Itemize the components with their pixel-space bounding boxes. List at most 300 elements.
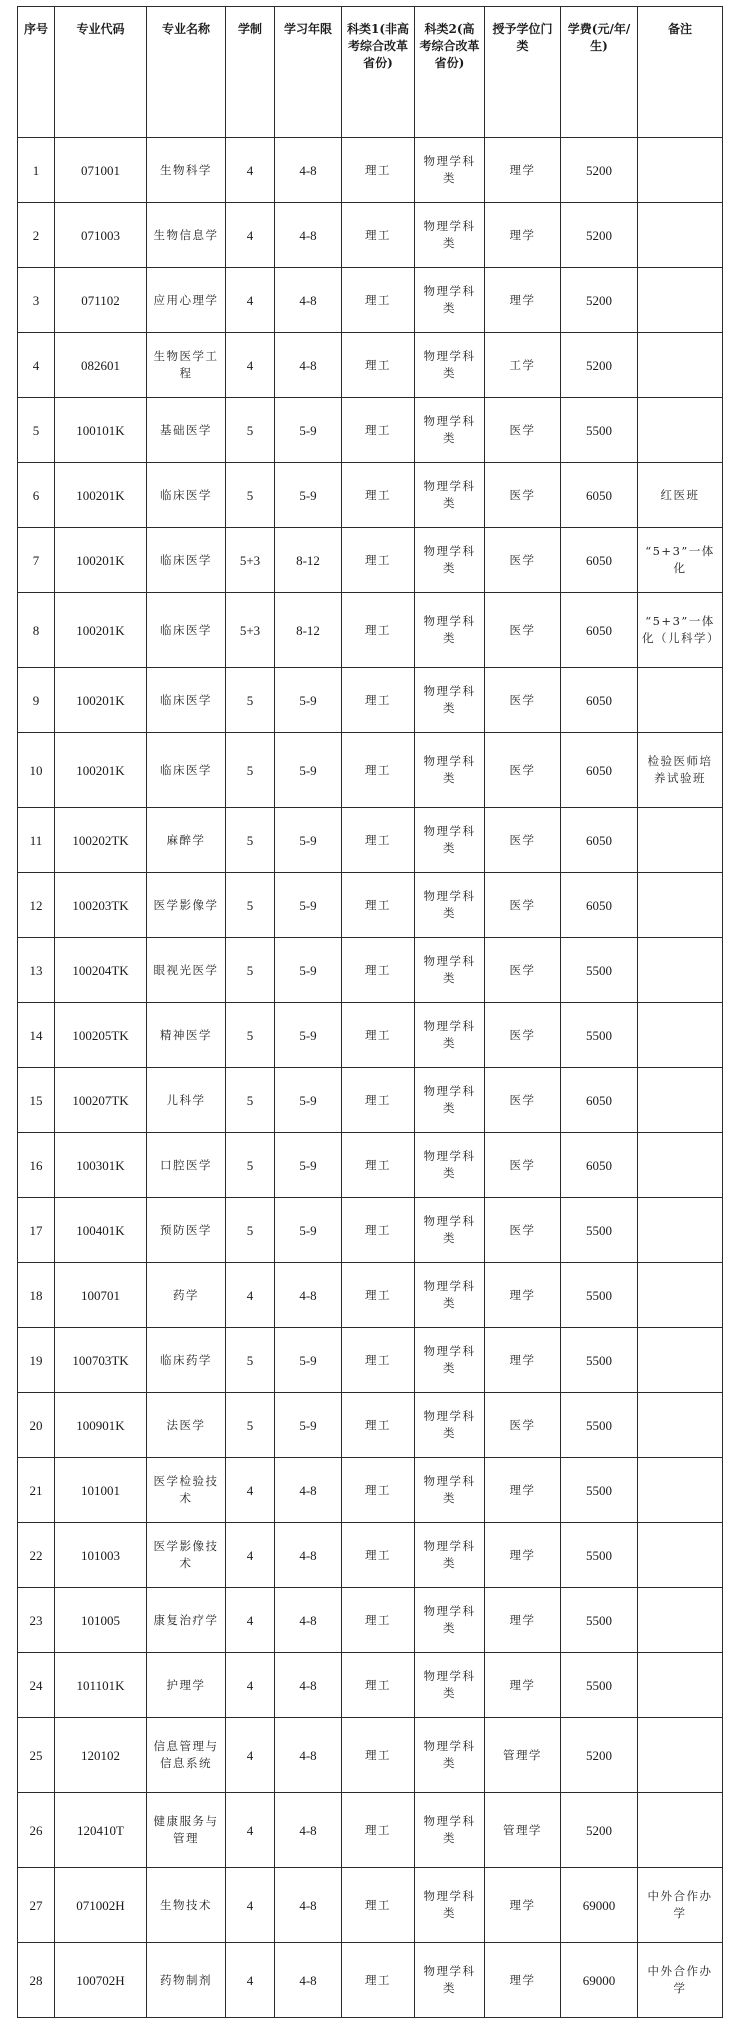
cell-index: 18 (18, 1263, 55, 1328)
cell-code: 101001 (55, 1458, 147, 1523)
cell-category-2: 物理学科类 (415, 1718, 485, 1793)
cell-major-name: 医学检验技术 (147, 1458, 226, 1523)
cell-index: 28 (18, 1943, 55, 2018)
cell-code: 100201K (55, 593, 147, 668)
cell-category-2: 物理学科类 (415, 268, 485, 333)
cell-category-2: 物理学科类 (415, 733, 485, 808)
cell-study-years: 5-9 (275, 1133, 342, 1198)
cell-duration: 5 (226, 1133, 275, 1198)
cell-study-years: 4-8 (275, 1793, 342, 1868)
cell-category-1: 理工 (342, 1523, 415, 1588)
cell-study-years: 5-9 (275, 1393, 342, 1458)
cell-index: 12 (18, 873, 55, 938)
cell-major-name: 健康服务与管理 (147, 1793, 226, 1868)
table-body (18, 138, 723, 2018)
table-row (18, 1393, 723, 1458)
cell-index: 27 (18, 1868, 55, 1943)
cell-study-years: 4-8 (275, 1263, 342, 1328)
cell-code: 100203TK (55, 873, 147, 938)
cell-study-years: 4-8 (275, 1523, 342, 1588)
cell-category-1: 理工 (342, 733, 415, 808)
cell-index: 3 (18, 268, 55, 333)
cell-major-name: 基础医学 (147, 398, 226, 463)
cell-study-years: 4-8 (275, 333, 342, 398)
col-header-category-1: 科类1(非高考综合改革省份) (342, 7, 415, 138)
cell-index: 8 (18, 593, 55, 668)
cell-duration: 4 (226, 138, 275, 203)
cell-category-2: 物理学科类 (415, 398, 485, 463)
cell-remarks (638, 1393, 723, 1458)
cell-study-years: 5-9 (275, 808, 342, 873)
cell-code: 071003 (55, 203, 147, 268)
cell-major-name: 康复治疗学 (147, 1588, 226, 1653)
cell-study-years: 5-9 (275, 938, 342, 1003)
cell-category-2: 物理学科类 (415, 1133, 485, 1198)
cell-category-2: 物理学科类 (415, 463, 485, 528)
cell-tuition: 5200 (561, 138, 638, 203)
table-row (18, 1458, 723, 1523)
cell-tuition: 69000 (561, 1943, 638, 2018)
cell-tuition: 5500 (561, 1198, 638, 1263)
cell-degree: 医学 (485, 808, 561, 873)
cell-index: 20 (18, 1393, 55, 1458)
table-row (18, 1718, 723, 1793)
cell-category-2: 物理学科类 (415, 1523, 485, 1588)
cell-category-2: 物理学科类 (415, 1003, 485, 1068)
cell-major-name: 临床医学 (147, 528, 226, 593)
cell-category-2: 物理学科类 (415, 203, 485, 268)
cell-category-2: 物理学科类 (415, 668, 485, 733)
cell-category-1: 理工 (342, 203, 415, 268)
table-row (18, 138, 723, 203)
cell-index: 24 (18, 1653, 55, 1718)
cell-remarks (638, 203, 723, 268)
cell-category-1: 理工 (342, 668, 415, 733)
cell-category-1: 理工 (342, 1003, 415, 1068)
cell-study-years: 5-9 (275, 873, 342, 938)
cell-tuition: 5500 (561, 1003, 638, 1068)
cell-study-years: 8-12 (275, 593, 342, 668)
table-row (18, 268, 723, 333)
cell-duration: 5+3 (226, 528, 275, 593)
cell-remarks (638, 1328, 723, 1393)
table-row (18, 668, 723, 733)
cell-tuition: 5500 (561, 938, 638, 1003)
cell-category-1: 理工 (342, 1393, 415, 1458)
cell-duration: 5 (226, 733, 275, 808)
cell-remarks: 中外合作办学 (638, 1868, 723, 1943)
cell-degree: 理学 (485, 1263, 561, 1328)
cell-duration: 4 (226, 1868, 275, 1943)
cell-tuition: 5500 (561, 1653, 638, 1718)
cell-duration: 5 (226, 1393, 275, 1458)
cell-category-1: 理工 (342, 528, 415, 593)
cell-index: 13 (18, 938, 55, 1003)
cell-tuition: 6050 (561, 1133, 638, 1198)
cell-major-name: 眼视光医学 (147, 938, 226, 1003)
col-header-remarks: 备注 (638, 7, 723, 138)
col-header-study-years: 学习年限 (275, 7, 342, 138)
table-header-row (18, 7, 723, 138)
cell-remarks: 检验医师培养试验班 (638, 733, 723, 808)
table-row (18, 1793, 723, 1868)
cell-degree: 医学 (485, 398, 561, 463)
cell-study-years: 4-8 (275, 1653, 342, 1718)
col-header-duration: 学制 (226, 7, 275, 138)
cell-major-name: 临床医学 (147, 668, 226, 733)
cell-study-years: 4-8 (275, 1458, 342, 1523)
cell-remarks: “5+3”一体化 (638, 528, 723, 593)
cell-tuition: 6050 (561, 733, 638, 808)
cell-category-2: 物理学科类 (415, 1263, 485, 1328)
cell-code: 101101K (55, 1653, 147, 1718)
cell-degree: 工学 (485, 333, 561, 398)
cell-remarks (638, 1588, 723, 1653)
cell-major-name: 药学 (147, 1263, 226, 1328)
cell-study-years: 4-8 (275, 138, 342, 203)
cell-duration: 5 (226, 1198, 275, 1263)
cell-remarks (638, 1718, 723, 1793)
cell-study-years: 4-8 (275, 1868, 342, 1943)
table-row (18, 593, 723, 668)
cell-remarks: 中外合作办学 (638, 1943, 723, 2018)
cell-degree: 医学 (485, 593, 561, 668)
cell-index: 14 (18, 1003, 55, 1068)
table-row (18, 1328, 723, 1393)
cell-duration: 4 (226, 1458, 275, 1523)
cell-tuition: 6050 (561, 668, 638, 733)
cell-code: 100204TK (55, 938, 147, 1003)
cell-study-years: 5-9 (275, 668, 342, 733)
col-header-tuition: 学费(元/年/生) (561, 7, 638, 138)
cell-tuition: 5200 (561, 1718, 638, 1793)
cell-major-name: 临床医学 (147, 593, 226, 668)
table-row (18, 1653, 723, 1718)
cell-remarks (638, 333, 723, 398)
table-row (18, 463, 723, 528)
enrollment-table (17, 6, 723, 2018)
cell-tuition: 69000 (561, 1868, 638, 1943)
table-row (18, 1198, 723, 1263)
cell-study-years: 4-8 (275, 1588, 342, 1653)
cell-study-years: 5-9 (275, 733, 342, 808)
cell-code: 100205TK (55, 1003, 147, 1068)
cell-category-2: 物理学科类 (415, 1943, 485, 2018)
table-row (18, 938, 723, 1003)
cell-tuition: 5500 (561, 1393, 638, 1458)
cell-remarks: “5+3”一体化（儿科学） (638, 593, 723, 668)
cell-code: 100201K (55, 668, 147, 733)
table-row (18, 808, 723, 873)
cell-category-2: 物理学科类 (415, 1328, 485, 1393)
table-row (18, 528, 723, 593)
cell-remarks (638, 268, 723, 333)
cell-tuition: 5200 (561, 333, 638, 398)
cell-index: 16 (18, 1133, 55, 1198)
cell-tuition: 5500 (561, 398, 638, 463)
cell-major-name: 临床医学 (147, 463, 226, 528)
table-row (18, 873, 723, 938)
cell-category-1: 理工 (342, 938, 415, 1003)
cell-duration: 5 (226, 873, 275, 938)
cell-category-1: 理工 (342, 463, 415, 528)
cell-remarks (638, 938, 723, 1003)
cell-degree: 医学 (485, 1068, 561, 1133)
cell-category-1: 理工 (342, 873, 415, 938)
cell-duration: 4 (226, 268, 275, 333)
cell-major-name: 预防医学 (147, 1198, 226, 1263)
cell-index: 19 (18, 1328, 55, 1393)
cell-degree: 医学 (485, 1133, 561, 1198)
cell-category-2: 物理学科类 (415, 1588, 485, 1653)
cell-index: 17 (18, 1198, 55, 1263)
table-row (18, 1003, 723, 1068)
cell-degree: 理学 (485, 1868, 561, 1943)
cell-study-years: 4-8 (275, 268, 342, 333)
cell-degree: 医学 (485, 938, 561, 1003)
cell-tuition: 6050 (561, 593, 638, 668)
cell-code: 120410T (55, 1793, 147, 1868)
cell-category-1: 理工 (342, 1943, 415, 2018)
cell-category-2: 物理学科类 (415, 1458, 485, 1523)
cell-duration: 4 (226, 1523, 275, 1588)
table-row (18, 1588, 723, 1653)
cell-code: 120102 (55, 1718, 147, 1793)
cell-duration: 5 (226, 463, 275, 528)
cell-duration: 4 (226, 1263, 275, 1328)
cell-category-2: 物理学科类 (415, 1793, 485, 1868)
cell-major-name: 信息管理与信息系统 (147, 1718, 226, 1793)
cell-index: 26 (18, 1793, 55, 1868)
cell-category-1: 理工 (342, 138, 415, 203)
cell-code: 100401K (55, 1198, 147, 1263)
table-row (18, 1523, 723, 1588)
cell-category-1: 理工 (342, 593, 415, 668)
cell-index: 23 (18, 1588, 55, 1653)
cell-category-1: 理工 (342, 1588, 415, 1653)
cell-duration: 4 (226, 203, 275, 268)
cell-category-2: 物理学科类 (415, 1868, 485, 1943)
table-row (18, 1263, 723, 1328)
cell-index: 6 (18, 463, 55, 528)
cell-tuition: 5500 (561, 1263, 638, 1328)
cell-code: 101003 (55, 1523, 147, 1588)
cell-remarks (638, 1003, 723, 1068)
cell-degree: 医学 (485, 463, 561, 528)
cell-remarks (638, 808, 723, 873)
cell-major-name: 儿科学 (147, 1068, 226, 1133)
cell-category-1: 理工 (342, 1133, 415, 1198)
col-header-degree: 授予学位门类 (485, 7, 561, 138)
cell-major-name: 护理学 (147, 1653, 226, 1718)
cell-category-1: 理工 (342, 1793, 415, 1868)
cell-major-name: 法医学 (147, 1393, 226, 1458)
cell-study-years: 4-8 (275, 1943, 342, 2018)
cell-tuition: 5500 (561, 1328, 638, 1393)
cell-major-name: 生物医学工程 (147, 333, 226, 398)
cell-remarks (638, 1793, 723, 1868)
cell-duration: 4 (226, 1793, 275, 1868)
cell-major-name: 生物信息学 (147, 203, 226, 268)
cell-duration: 5 (226, 1068, 275, 1133)
cell-index: 2 (18, 203, 55, 268)
cell-index: 10 (18, 733, 55, 808)
cell-remarks (638, 873, 723, 938)
cell-code: 101005 (55, 1588, 147, 1653)
cell-category-1: 理工 (342, 1198, 415, 1263)
table-row (18, 1133, 723, 1198)
cell-tuition: 5500 (561, 1458, 638, 1523)
cell-index: 22 (18, 1523, 55, 1588)
cell-remarks: 红医班 (638, 463, 723, 528)
cell-study-years: 5-9 (275, 463, 342, 528)
cell-degree: 理学 (485, 1943, 561, 2018)
cell-code: 100901K (55, 1393, 147, 1458)
cell-category-1: 理工 (342, 333, 415, 398)
cell-remarks (638, 138, 723, 203)
cell-remarks (638, 1523, 723, 1588)
cell-study-years: 4-8 (275, 203, 342, 268)
table-row (18, 1943, 723, 2018)
cell-index: 25 (18, 1718, 55, 1793)
cell-major-name: 生物技术 (147, 1868, 226, 1943)
cell-degree: 医学 (485, 1393, 561, 1458)
cell-index: 4 (18, 333, 55, 398)
cell-code: 100702H (55, 1943, 147, 2018)
cell-category-2: 物理学科类 (415, 1198, 485, 1263)
cell-tuition: 6050 (561, 1068, 638, 1133)
cell-duration: 5 (226, 1003, 275, 1068)
cell-remarks (638, 1198, 723, 1263)
cell-degree: 理学 (485, 1523, 561, 1588)
cell-category-2: 物理学科类 (415, 528, 485, 593)
cell-remarks (638, 398, 723, 463)
cell-major-name: 医学影像技术 (147, 1523, 226, 1588)
cell-tuition: 6050 (561, 528, 638, 593)
cell-code: 071002H (55, 1868, 147, 1943)
cell-tuition: 5200 (561, 203, 638, 268)
cell-remarks (638, 1133, 723, 1198)
cell-degree: 理学 (485, 203, 561, 268)
cell-duration: 5 (226, 398, 275, 463)
cell-category-2: 物理学科类 (415, 938, 485, 1003)
cell-study-years: 5-9 (275, 1198, 342, 1263)
cell-code: 100703TK (55, 1328, 147, 1393)
cell-category-1: 理工 (342, 808, 415, 873)
cell-remarks (638, 1068, 723, 1133)
cell-major-name: 麻醉学 (147, 808, 226, 873)
table-row (18, 333, 723, 398)
table-row (18, 398, 723, 463)
cell-degree: 理学 (485, 138, 561, 203)
cell-category-1: 理工 (342, 1068, 415, 1133)
cell-index: 15 (18, 1068, 55, 1133)
cell-tuition: 6050 (561, 463, 638, 528)
cell-category-1: 理工 (342, 398, 415, 463)
cell-category-2: 物理学科类 (415, 808, 485, 873)
table-row (18, 733, 723, 808)
cell-degree: 理学 (485, 1328, 561, 1393)
cell-category-2: 物理学科类 (415, 1068, 485, 1133)
cell-study-years: 5-9 (275, 1328, 342, 1393)
cell-tuition: 5200 (561, 1793, 638, 1868)
cell-category-2: 物理学科类 (415, 1393, 485, 1458)
cell-index: 7 (18, 528, 55, 593)
cell-tuition: 5200 (561, 268, 638, 333)
cell-degree: 管理学 (485, 1793, 561, 1868)
cell-category-1: 理工 (342, 1718, 415, 1793)
table-row (18, 1068, 723, 1133)
cell-degree: 医学 (485, 1198, 561, 1263)
cell-remarks (638, 1653, 723, 1718)
cell-code: 071001 (55, 138, 147, 203)
cell-duration: 5+3 (226, 593, 275, 668)
cell-code: 100201K (55, 463, 147, 528)
cell-study-years: 5-9 (275, 1068, 342, 1133)
col-header-major: 专业名称 (147, 7, 226, 138)
cell-category-1: 理工 (342, 1328, 415, 1393)
cell-category-1: 理工 (342, 1263, 415, 1328)
cell-category-1: 理工 (342, 1458, 415, 1523)
cell-degree: 理学 (485, 268, 561, 333)
cell-remarks (638, 668, 723, 733)
cell-category-2: 物理学科类 (415, 593, 485, 668)
cell-index: 11 (18, 808, 55, 873)
cell-category-2: 物理学科类 (415, 1653, 485, 1718)
cell-duration: 5 (226, 808, 275, 873)
cell-degree: 医学 (485, 1003, 561, 1068)
cell-tuition: 6050 (561, 808, 638, 873)
cell-study-years: 5-9 (275, 398, 342, 463)
cell-major-name: 应用心理学 (147, 268, 226, 333)
cell-code: 100301K (55, 1133, 147, 1198)
cell-category-2: 物理学科类 (415, 873, 485, 938)
cell-tuition: 5500 (561, 1523, 638, 1588)
cell-major-name: 精神医学 (147, 1003, 226, 1068)
cell-degree: 理学 (485, 1458, 561, 1523)
cell-index: 5 (18, 398, 55, 463)
cell-index: 1 (18, 138, 55, 203)
cell-tuition: 5500 (561, 1588, 638, 1653)
cell-tuition: 6050 (561, 873, 638, 938)
cell-degree: 医学 (485, 528, 561, 593)
cell-major-name: 医学影像学 (147, 873, 226, 938)
cell-duration: 4 (226, 1588, 275, 1653)
cell-degree: 医学 (485, 873, 561, 938)
table-row (18, 203, 723, 268)
col-header-index: 序号 (18, 7, 55, 138)
cell-study-years: 8-12 (275, 528, 342, 593)
cell-major-name: 药物制剂 (147, 1943, 226, 2018)
cell-category-1: 理工 (342, 1868, 415, 1943)
col-header-code: 专业代码 (55, 7, 147, 138)
cell-remarks (638, 1458, 723, 1523)
cell-code: 100202TK (55, 808, 147, 873)
cell-major-name: 临床药学 (147, 1328, 226, 1393)
cell-index: 9 (18, 668, 55, 733)
cell-duration: 4 (226, 1718, 275, 1793)
cell-index: 21 (18, 1458, 55, 1523)
cell-degree: 医学 (485, 668, 561, 733)
table-row (18, 1868, 723, 1943)
cell-duration: 5 (226, 938, 275, 1003)
cell-code: 100701 (55, 1263, 147, 1328)
cell-degree: 医学 (485, 733, 561, 808)
cell-duration: 4 (226, 1943, 275, 2018)
cell-major-name: 临床医学 (147, 733, 226, 808)
cell-degree: 理学 (485, 1653, 561, 1718)
cell-degree: 理学 (485, 1588, 561, 1653)
